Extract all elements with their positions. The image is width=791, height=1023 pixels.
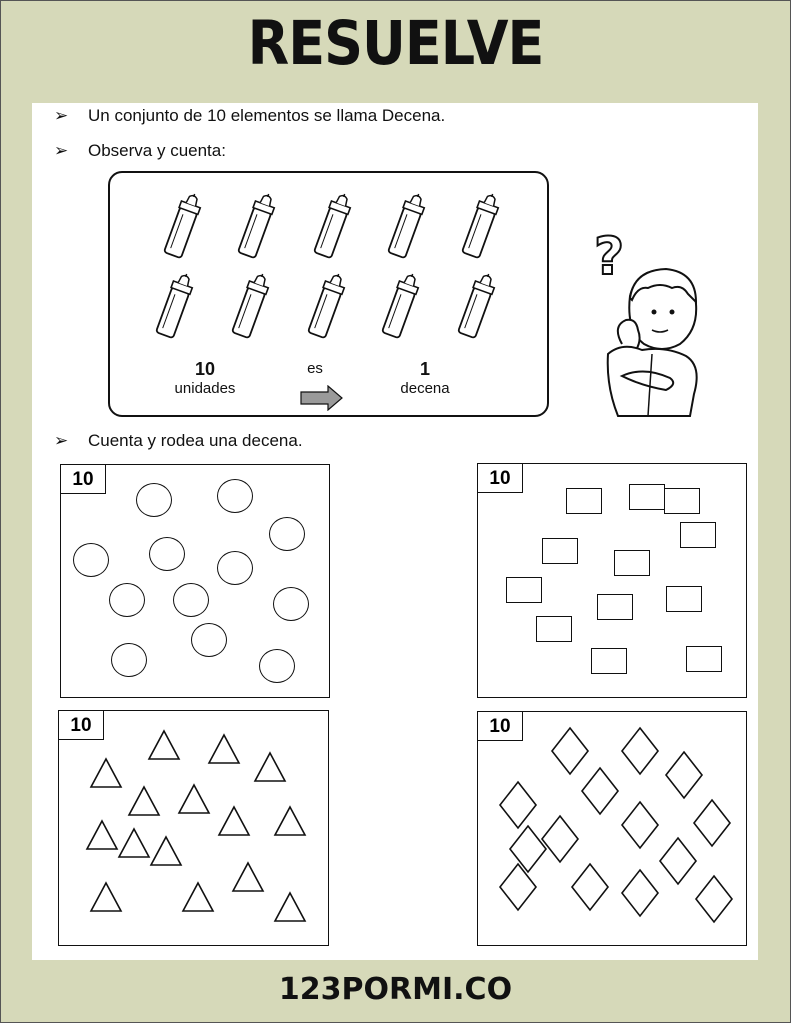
triangle-shape (149, 835, 183, 872)
circle-shape (136, 483, 172, 517)
rectangle-shape (614, 550, 650, 576)
count-tag: 10 (61, 465, 106, 494)
rectangle-shape (686, 646, 722, 672)
arrow-bullet-icon: ➢ (54, 431, 69, 450)
triangle-shape (273, 891, 307, 928)
count-tag: 10 (59, 711, 104, 740)
units-label: unidades (174, 380, 236, 397)
example-box (108, 171, 549, 417)
exercise-circles (60, 464, 330, 698)
triangle-shape (217, 805, 251, 842)
diamond-shape (620, 800, 660, 855)
units-number: 10 (194, 359, 216, 379)
diamond-shape (508, 824, 548, 879)
circle-shape (111, 643, 147, 677)
triangle-shape (127, 785, 161, 822)
triangle-shape (147, 729, 181, 766)
circle-shape (273, 587, 309, 621)
rectangle-shape (680, 522, 716, 548)
instruction-1 (54, 106, 445, 126)
right-arrow-icon (300, 385, 344, 411)
baby-bottle-icon (152, 271, 198, 346)
rectangle-shape (506, 577, 542, 603)
baby-bottle-icon (458, 191, 504, 266)
triangle-shape (117, 827, 151, 864)
triangle-shape (181, 881, 215, 918)
circle-shape (73, 543, 109, 577)
triangle-shape (89, 881, 123, 918)
triangle-shape (89, 757, 123, 794)
exercise-triangles (58, 710, 329, 946)
thinking-boy-icon (582, 226, 712, 420)
triangle-shape (273, 805, 307, 842)
units-caption (160, 359, 250, 397)
diamond-shape (570, 862, 610, 917)
circle-shape (149, 537, 185, 571)
circle-shape (173, 583, 209, 617)
count-tag: 10 (478, 712, 523, 741)
rectangle-shape (566, 488, 602, 514)
rectangle-shape (664, 488, 700, 514)
diamond-shape (658, 836, 698, 891)
circle-shape (217, 551, 253, 585)
diamond-shape (620, 726, 660, 781)
instruction-3 (54, 431, 303, 451)
diamond-shape (692, 798, 732, 853)
baby-bottle-icon (160, 191, 206, 266)
baby-bottle-icon (310, 191, 356, 266)
arrow-bullet-icon: ➢ (54, 106, 69, 125)
tens-caption (385, 359, 465, 397)
circle-shape (217, 479, 253, 513)
footer-site: 123PORMI.CO (278, 972, 513, 1007)
triangle-shape (231, 861, 265, 898)
rectangle-shape (597, 594, 633, 620)
circle-shape (259, 649, 295, 683)
rectangle-shape (536, 616, 572, 642)
instruction-text: Observa y cuenta: (88, 141, 226, 160)
rectangle-shape (666, 586, 702, 612)
baby-bottle-icon (304, 271, 350, 346)
instruction-2 (54, 141, 226, 161)
exercise-diamonds (477, 711, 747, 946)
es-word: es (307, 360, 323, 377)
tens-label: decena (400, 380, 450, 397)
baby-bottle-icon (234, 191, 280, 266)
exercise-rectangles (477, 463, 747, 698)
page-title: RESUELVE (247, 8, 544, 79)
rectangle-shape (629, 484, 665, 510)
diamond-shape (694, 874, 734, 929)
diamond-shape (664, 750, 704, 805)
baby-bottle-icon (378, 271, 424, 346)
diamond-shape (620, 868, 660, 923)
count-tag: 10 (478, 464, 523, 493)
question-mark-icon: ? (594, 227, 625, 287)
circle-shape (109, 583, 145, 617)
baby-bottle-icon (454, 271, 500, 346)
triangle-shape (177, 783, 211, 820)
circle-shape (269, 517, 305, 551)
instruction-text: Un conjunto de 10 elementos se llama Decena. (88, 106, 446, 125)
triangle-shape (253, 751, 287, 788)
tens-number: 1 (419, 359, 430, 379)
triangle-shape (207, 733, 241, 770)
rectangle-shape (542, 538, 578, 564)
baby-bottle-icon (384, 191, 430, 266)
rectangle-shape (591, 648, 627, 674)
circle-shape (191, 623, 227, 657)
triangle-shape (85, 819, 119, 856)
diamond-shape (580, 766, 620, 821)
instruction-text: Cuenta y rodea una decena. (88, 431, 303, 450)
baby-bottle-icon (228, 271, 274, 346)
arrow-bullet-icon: ➢ (54, 141, 69, 160)
